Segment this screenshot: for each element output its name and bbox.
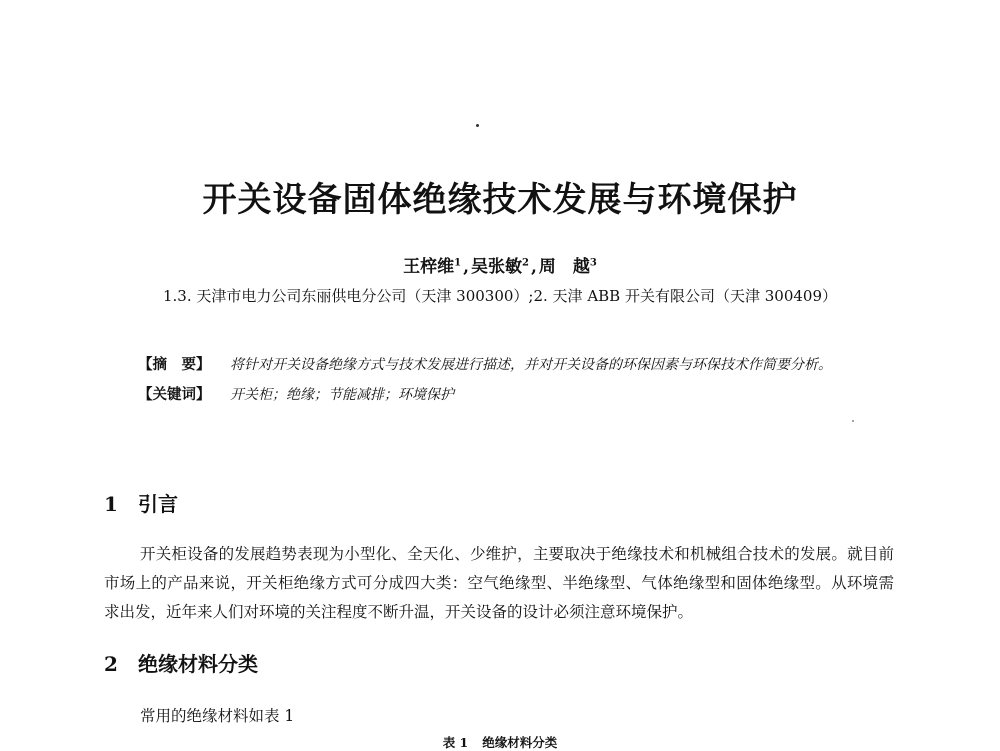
table-caption	[0, 733, 1000, 751]
author-affil-marker: 3	[589, 257, 597, 269]
author-name: 吴张敏	[471, 257, 523, 277]
page-mark-right	[852, 420, 854, 422]
author-affil-marker: 2	[522, 257, 529, 269]
author-name: 王梓维	[403, 257, 455, 277]
keywords-label: 【关键词】	[138, 386, 211, 403]
materials-lead-paragraph: 常用的绝缘材料如表 1	[140, 707, 295, 725]
author-separator: ,	[530, 257, 537, 277]
section-number: 2	[104, 652, 118, 676]
abstract-row	[138, 352, 868, 378]
author-line	[0, 252, 1000, 277]
section-title: 绝缘材料分类	[138, 652, 258, 676]
section-number: 1	[104, 492, 118, 516]
paper-title: 开关设备固体绝缘技术发展与环境保护	[202, 180, 798, 220]
section-heading-insulation-materials	[104, 648, 258, 677]
abstract-block	[138, 352, 868, 408]
table-number: 表 1	[442, 735, 469, 750]
keywords-row	[138, 382, 868, 408]
affiliation-line: 1.3. 天津市电力公司东丽供电分公司（天津 300300）;2. 天津 ABB 开关有限公司（天津 300409）	[163, 287, 837, 305]
keywords-text: 开关柜；绝缘；节能减排；环境保护	[230, 387, 454, 403]
page-mark	[476, 124, 479, 127]
author-affil-marker: 1	[454, 257, 462, 269]
intro-paragraph: 开关柜设备的发展趋势表现为小型化、全天化、少维护，主要取决于绝缘技术和机械组合技术的发展。就目前市场上的产品来说，开关柜绝缘方式可分成四大类：空气绝缘型、半绝缘型、气体绝缘型和固体绝缘型。从环境需求出发，近年来人们对环境的关注程度不断升温，开关设备的设计必须注意环境保护。	[104, 545, 894, 621]
abstract-label: 【摘 要】	[138, 356, 211, 373]
abstract-text: 将针对开关设备绝缘方式与技术发展进行描述，并对开关设备的环保因素与环保技术作简要分析。	[230, 357, 832, 373]
author-name: 周 越	[538, 257, 590, 277]
author-separator: ,	[463, 257, 470, 277]
table-title: 绝缘材料分类	[482, 735, 558, 750]
section-heading-introduction	[104, 488, 178, 517]
section-title: 引言	[138, 492, 178, 516]
